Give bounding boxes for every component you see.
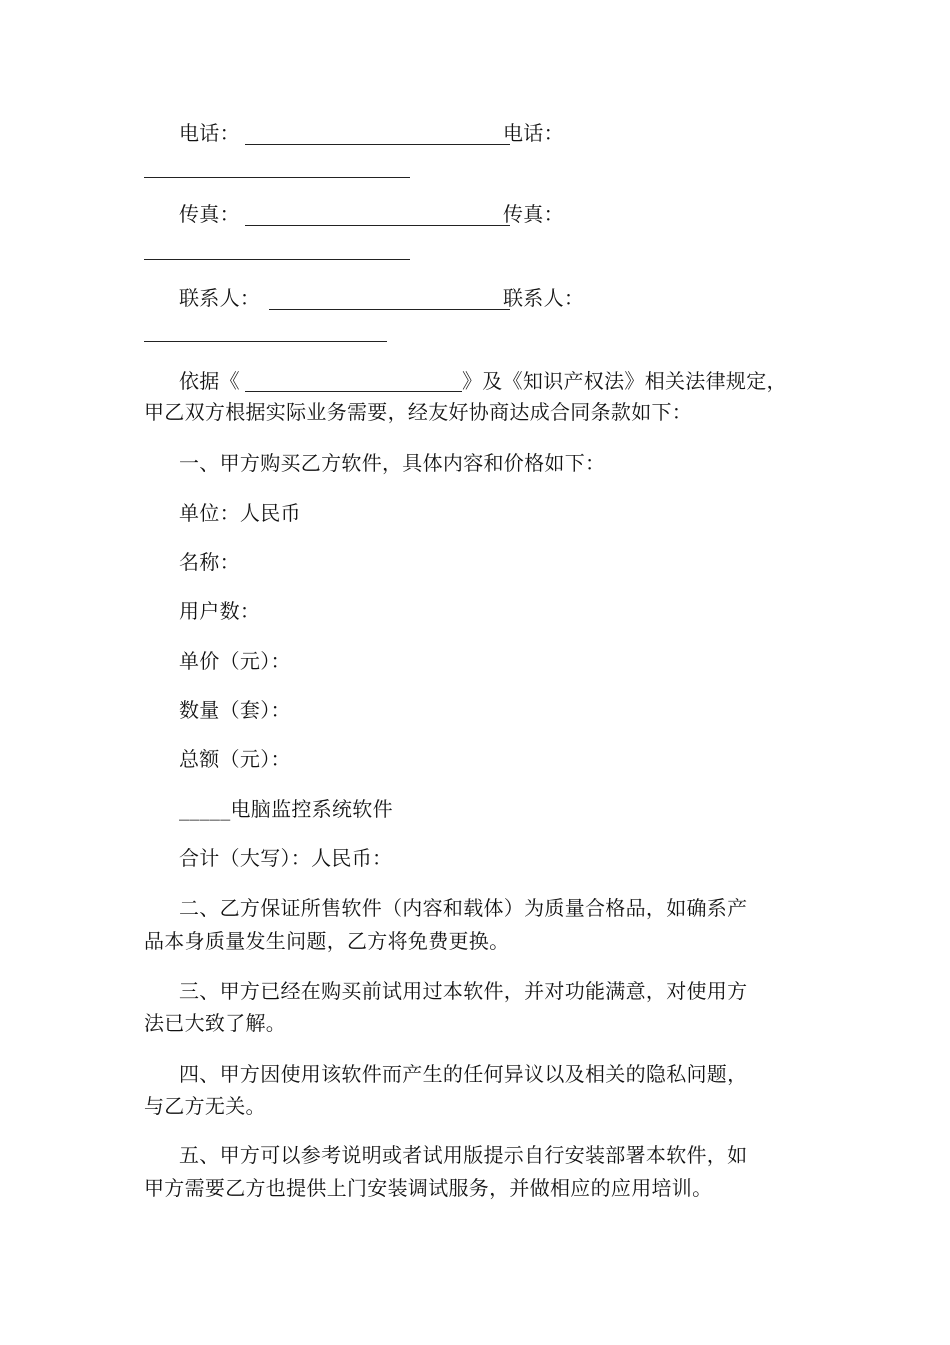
intro-suffix: 》及《知识产权法》相关法律规定， (462, 369, 787, 393)
clause-3-line-1: 三、甲方已经在购买前试用过本软件，并对功能满意，对使用方 (179, 979, 748, 1003)
currency-unit: 单位：人民币 (179, 501, 301, 525)
contact-blank-party-a (269, 309, 510, 310)
intro-prefix: 依据《 (179, 369, 240, 393)
clause-5-line-2: 甲方需要乙方也提供上门安装调试服务，并做相应的应用培训。 (144, 1176, 713, 1200)
phone-blank-party-a (245, 144, 510, 145)
clause-4-line-2: 与乙方无关。 (144, 1094, 266, 1118)
user-count-field: 用户数： (179, 599, 261, 623)
sum-in-words-field: 合计（大写）：人民币： (179, 846, 393, 870)
product-name-field: 名称： (179, 550, 240, 574)
contact-label-party-b: 联系人： (503, 286, 585, 310)
clause-5-line-1: 五、甲方可以参考说明或者试用版提示自行安装部署本软件，如 (179, 1143, 748, 1167)
clause-1-heading: 一、甲方购买乙方软件，具体内容和价格如下： (179, 451, 606, 475)
unit-price-field: 单价（元）： (179, 649, 291, 673)
law-name-blank (245, 391, 462, 392)
clause-2-line-2: 品本身质量发生问题，乙方将免费更换。 (144, 929, 510, 953)
total-amount-field: 总额（元）： (179, 747, 291, 771)
product-line: _____电脑监控系统软件 (179, 797, 393, 821)
fax-blank-party-a (245, 225, 510, 226)
phone-label-party-b: 电话： (503, 121, 564, 145)
clause-3-line-2: 法已大致了解。 (144, 1011, 287, 1035)
quantity-field: 数量（套）： (179, 698, 291, 722)
intro-line-2: 甲乙双方根据实际业务需要，经友好协商达成合同条款如下： (144, 400, 693, 424)
contact-label-party-a: 联系人： (179, 286, 261, 310)
fax-label-party-a: 传真： (179, 202, 240, 226)
fax-blank-party-b (144, 259, 410, 260)
contact-blank-party-b (144, 341, 387, 342)
clause-2-line-1: 二、乙方保证所售软件（内容和载体）为质量合格品，如确系产 (179, 896, 748, 920)
clause-4-line-1: 四、甲方因使用该软件而产生的任何异议以及相关的隐私问题， (179, 1062, 748, 1086)
phone-label-party-a: 电话： (179, 121, 240, 145)
phone-blank-party-b (144, 177, 410, 178)
fax-label-party-b: 传真： (503, 202, 564, 226)
